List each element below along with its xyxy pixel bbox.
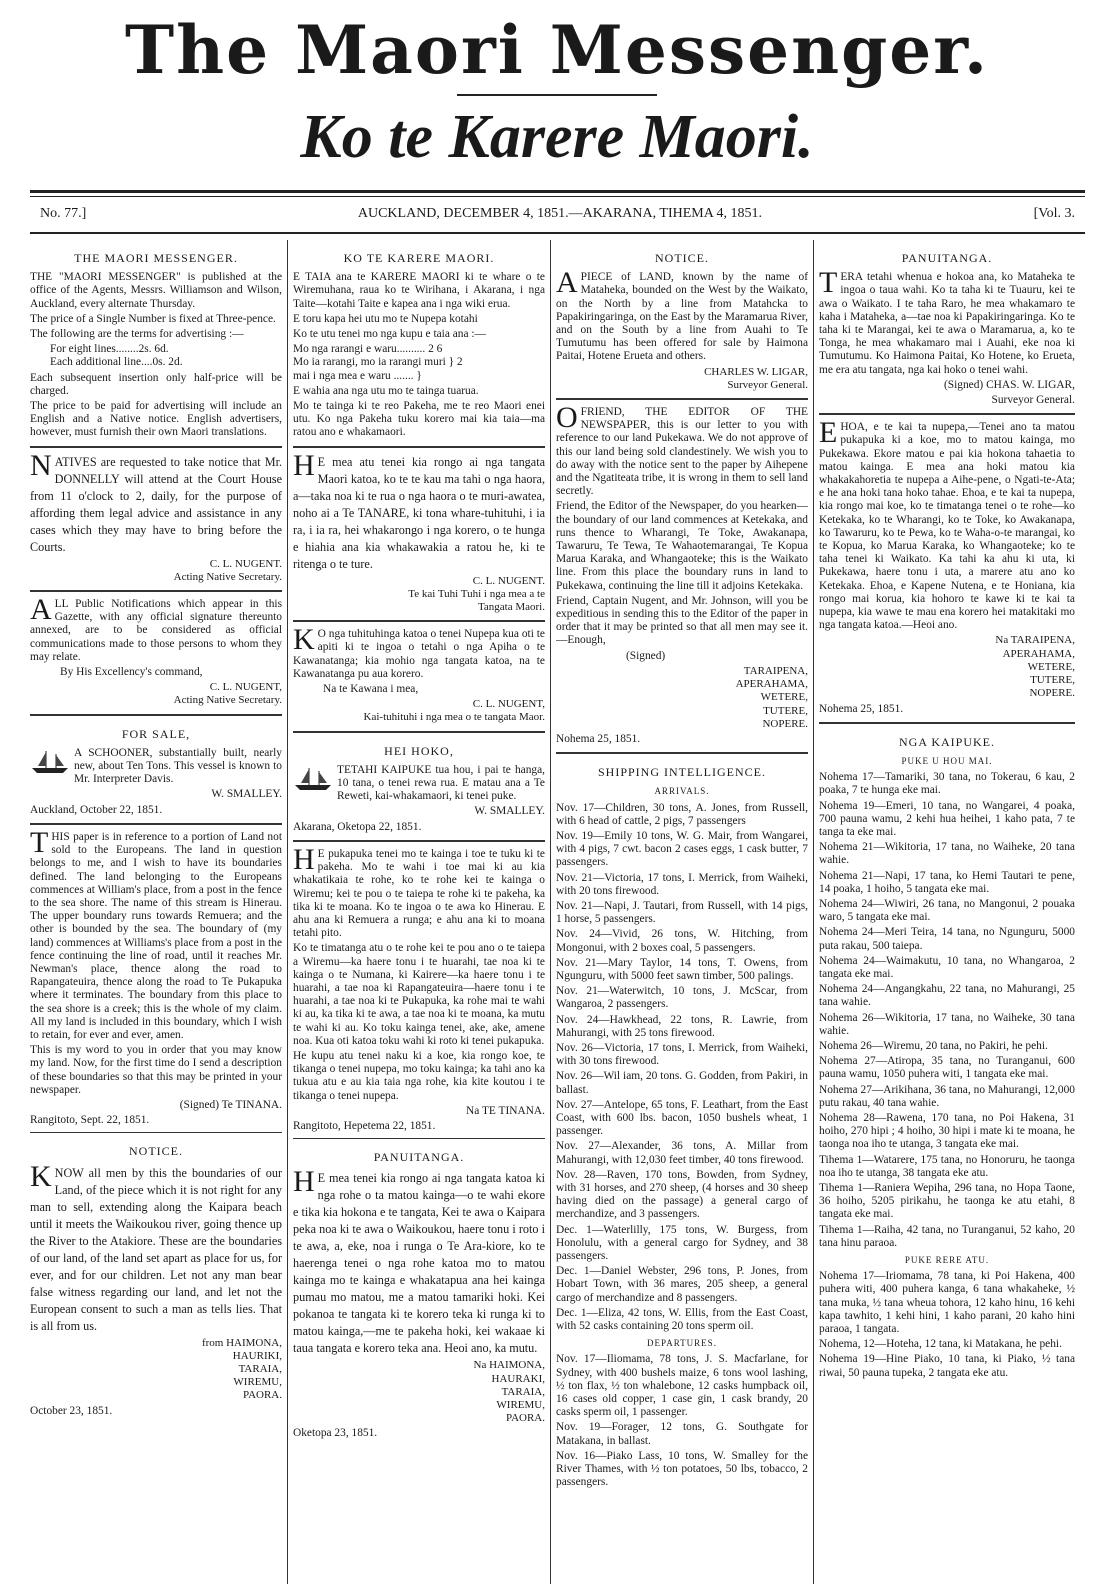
divider xyxy=(30,190,1085,193)
list-item: Dec. 1—Waterlilly, 175 tons, W. Burgess, from Honolulu, with a general cargo for Sydney, and 38 passengers. xyxy=(556,1223,808,1263)
list-item: Tihema 1—Watarere, 175 tana, no Honoruru, he taonga noa iho te utanga, 38 tangata eke atu. xyxy=(819,1153,1075,1179)
section-heading: HEI HOKO, xyxy=(384,743,454,758)
section-heading: NOTICE. xyxy=(655,251,709,265)
list-item: Tihema 1—Raiha, 42 tana, no Turanganui, 52 kaho, 20 tana hinu paraoa. xyxy=(819,1223,1075,1249)
section-heading: NOTICE. xyxy=(129,1144,183,1159)
departures-list xyxy=(556,1353,808,1489)
list-item: Nov. 26—Wil iam, 20 tons. G. Godden, from Pakiri, in ballast. xyxy=(556,1070,808,1096)
paragraph: The following are the terms for advertising :— xyxy=(30,328,244,341)
paragraph: E toru kapa hei utu mo te Nupepa kotahi xyxy=(293,312,478,325)
list-item: Nohema 21—Wikitoria, 17 tana, no Waiheke, 20 tana wahie. xyxy=(819,841,1075,867)
divider xyxy=(30,714,282,716)
paragraph: Mo te tainga ki te reo Pakeha, me te reo Maori enei utu. Ko nga Pakeha tuku korero mai kia taia—ma ratou ano e whakamaori. xyxy=(293,400,545,439)
subheading: DEPARTURES. xyxy=(647,1338,717,1349)
divider xyxy=(293,446,545,448)
paragraph: E wahia ana nga utu mo te tainga tuarua. xyxy=(293,384,479,397)
divider xyxy=(30,196,1085,197)
list-item: Nov. 21—Napi, J. Tautari, from Russell, with 14 pigs, 1 horse, 5 passengers. xyxy=(556,899,808,926)
paragraph: APIECE of LAND, known by the name of Mataheka, bounded on the West by the Waikato, on the North by a line from Matahcka to Papakiringaringa, on the East by the Maramarua River, and on the South by a line from Auahi to Te Tumutumu has been offered for sale by Haimona Paitai, Hotene Erueta and others. xyxy=(556,266,808,363)
section-heading: KO TE KARERE MAORI. xyxy=(343,251,495,265)
divider xyxy=(30,446,282,448)
column-4 xyxy=(819,240,1075,1584)
divider xyxy=(30,590,282,592)
masthead xyxy=(0,10,1114,172)
subheading: PUKE RERE ATU. xyxy=(904,1255,990,1266)
divider xyxy=(556,752,808,754)
list-item: Dec. 1—Eliza, 42 tons, W. Ellis, from the East Coast, with 52 casks containing 20 tons sperm oil. xyxy=(556,1306,808,1333)
paragraph: KNOW all men by this the boundaries of our Land, of the piece which it is not right for any man to sell, extending along the Kaipara beach until it meets the Waikoukou river, going thence up the River to the Atakiore. These are the boundaries of our land, of the land set apart as place for us, for ever, and for our children. Let not any man bear false witness regarding our land, and let not the European consent to such a man as tells lies. That is all from us. xyxy=(30,1159,282,1333)
signed-label: (Signed) CHAS. W. LIGAR, xyxy=(944,378,1075,391)
notice-natives: NATIVES are requested to take notice that Mr. DONNELLY will attend at the Court House from 11 o'clock to 2, daily, for the purpose of affording them legal advice and assistance in any cases which they may have to bring before the Courts. xyxy=(30,448,282,554)
paragraph: Friend, Captain Nugent, and Mr. Johnson, will you be expeditious in sending this to the Editor of the paper in order that it may be printed so that all men may see it.—Enough, xyxy=(556,594,808,647)
signature: Na TE TINANA. xyxy=(466,1104,545,1117)
list-item: Nov. 17—Children, 30 tons, A. Jones, from Russell, with 6 head of cattle, 2 pigs, 7 passengers xyxy=(556,801,808,827)
divider xyxy=(556,398,808,400)
list-item: Nohema 24—Meri Teira, 14 tana, no Ngunguru, 5000 puta rakau, 500 taiepa. xyxy=(819,926,1075,952)
signature: Na TARAIPENA, APERAHAMA, WETERE, TUTERE, NOPERE. xyxy=(995,634,1075,700)
signature: (Signed) Te TINANA. xyxy=(179,1098,282,1111)
dateline xyxy=(40,206,1075,222)
column-divider xyxy=(550,240,551,1584)
column-2 xyxy=(293,240,545,1584)
byline: Na te Kawana i mea, xyxy=(323,683,419,696)
list-item: Dec. 1—Daniel Webster, 296 tons, P. Jones, from Hobart Town, with 36 mares, 205 sheep, a general cargo of merchandize and 8 passengers. xyxy=(556,1265,808,1304)
list-item: Nov. 17—Iliomama, 78 tons, J. S. Macfarlane, for Sydney, with 400 bushels maize, 6 tons wool lashing, ½ ton flax, ½ ton whalebone, 12 casks humpback oil, 16 cases old copper, 1 case gin, 1 cask brandy, 20 casks sperm oil, 1 passenger. xyxy=(556,1353,808,1419)
list-item: Nov. 21—Victoria, 17 tons, I. Merrick, from Waiheki, with 20 tons firewood. xyxy=(556,871,808,897)
list-item: Nohema 24—Wiwiri, 26 tana, no Mangonui, 2 pouaka waro, 5 tangata eke mai. xyxy=(819,897,1075,924)
byline: By His Excellency's command, xyxy=(60,666,203,679)
list-item: Nohema 17—Iriomama, 78 tana, ki Poi Hakena, 400 puhera witi, 400 puhera kanga, 6 tana whakaheke, ½ tana muka, ½ tana wheua tohora, 12 kaho hinu, 16 kehi kapa tawhito, 1 kehi hini, 1 kaho parani, 20 kaho hini paraoa, 1 tangata. xyxy=(819,1270,1075,1336)
signature: C. L. NUGENT. Acting Native Secretary. xyxy=(173,557,282,583)
departures-list-maori xyxy=(819,1270,1075,1380)
list-item: Nohema 26—Wiremu, 20 tana, no Pakiri, he pehi. xyxy=(819,1039,1048,1052)
ship-icon xyxy=(30,749,70,775)
dateline-text: Nohema 25, 1851. xyxy=(819,702,904,715)
advert-text: A SCHOONER, substantially built, nearly new, about Ten Tons. This vessel is known to Mr. Interpreter Davis. xyxy=(74,746,282,786)
list-item: Nohema 17—Tamariki, 30 tana, no Tokerau, 6 kau, 2 poaka, 7 te hunga eke mai. xyxy=(819,771,1075,797)
list-item: Nohema, 12—Hoteha, 12 tana, ki Matakana, he pehi. xyxy=(819,1338,1062,1351)
list-item: Nohema 27—Arikihana, 36 tana, no Mahurangi, 12,000 putu rakau, 40 tana wahie. xyxy=(819,1083,1075,1109)
dateline-text: Oketopa 23, 1851. xyxy=(293,1427,378,1440)
list-item: Nohema 28—Rawena, 170 tana, no Poi Hakena, 31 hoiho, 270 hipi ; 4 hoiho, 30 hipi i mate ki te moana, he taonga noa iho te utanga, 3 tangata eke mai. xyxy=(819,1111,1075,1151)
list-item: Nov. 21—Waterwitch, 10 tons, J. McScar, from Wangaroa, 2 passengers. xyxy=(556,985,808,1011)
signature: W. SMALLEY. xyxy=(474,805,545,818)
issue-number: No. 77.] xyxy=(40,206,87,221)
section-heading: PANUITANGA. xyxy=(901,251,993,265)
dateline-text: Rangitoto, Sept. 22, 1851. xyxy=(30,1114,150,1127)
column-3 xyxy=(556,240,808,1584)
dateline-text: Nohema 25, 1851. xyxy=(556,732,641,745)
paragraph: KO nga tuhituhinga katoa o tenei Nupepa kua oti te apiti ki te ingoa o tetahi o nga Apiha o te Kawanatanga; kia mohio nga tangata katoa, na te Kawanatanga pu aua korero. xyxy=(293,623,545,680)
signature: C. L. NUGENT. Te kai Tuhi Tuhi i nga mea a te Tangata Maori. xyxy=(408,574,545,614)
issue-date: AUCKLAND, DECEMBER 4, 1851.—AKARANA, TIHEMA 4, 1851. xyxy=(357,206,763,221)
signature: CHARLES W. LIGAR, Surveyor General. xyxy=(704,365,808,391)
list-item: Nohema 24—Angangkahu, 22 tana, no Mahurangi, 25 tana wahie. xyxy=(819,983,1075,1009)
masthead-subtitle: Ko te Karere Maori. xyxy=(300,103,814,171)
paragraph: OFRIEND, THE EDITOR OF THE NEWSPAPER, this is our letter to you with reference to our land Pukekawa. We do not approve of this our land being sold clandestinely. We wish you to do away with the notice sent to the paper by Aihepene and the Ngatiteata tribe, it is wrong in them to sell land secretly. xyxy=(556,401,808,498)
section-heading: FOR SALE, xyxy=(121,726,191,741)
signature: Na HAIMONA, HAURAKI, TARAIA, WIREMU, PAORA. xyxy=(473,1359,545,1425)
paragraph: The price of a Single Number is fixed at Three-pence. xyxy=(30,312,276,325)
signature: W. SMALLEY. xyxy=(211,788,282,801)
list-item: Nov. 28—Raven, 170 tons, Bowden, from Sydney, with 31 horses, and 270 sheep, (4 horses and 30 sheep having died on the passage) a general cargo of merchandize, and 3 passengers. xyxy=(556,1168,808,1221)
paragraph: TERA tetahi whenua e hokoa ana, ko Mataheka te ingoa o taua wahi. Ko ta taha ki te Tuauru, kei te awa o Waikato. I te taha Raro, he mea whakamaro te kaha i Mataheka, a—tae noa ki Papakiringaringa. Ko te taha ki te Marangai, kei te awa o Maramarua, a, ko te Tonga, he mea whakamaro mai i Auahi, eke noa ki Tumutumu. Ko Haimona Paitai, Ko Hotene, ko Erueta, me era atu tangata, nga kai hoko o tenei wahi. xyxy=(819,266,1075,376)
divider xyxy=(30,823,282,825)
paragraph: Ko te utu tenei mo nga kupu e taia ana :— xyxy=(293,328,486,341)
divider xyxy=(819,722,1075,724)
paragraph: HE mea tenei kia rongo ai nga tangata katoa ki nga rohe o ta matou kainga—o te wahi ekore e tika kia hokona e te tangata, Kei te awa o Kaipara peka noa ki te awa o Waikoukou, haere tonu i roto i te awa, a, eke, noa i runga o Te Ara-kiore, ko te haerenga tenei o nga rohe katoa mo to matou kainga mo te kainga e whakatapua ana hei kainga pumau mo matou, me a matou tamariki hoki. Kei pokanoa te tangata ki te korero teka ki runga ki to matou kainga,—me te pakeha hoki, kei wakaae ki taua tangata e korero teka ana. Heoi ano, ka mutu. xyxy=(293,1165,545,1356)
column-divider xyxy=(287,240,288,1584)
dateline-text: Akarana, Oketopa 22, 1851. xyxy=(293,820,422,833)
advert-text: TETAHI KAIPUKE tua hou, i pai te hanga, 10 tana, o tenei rewa rua. E matau ana a Te Reweti, kai-whakamaori, ki tenei puke. xyxy=(337,763,545,803)
divider xyxy=(293,731,545,733)
paragraph: Ko te timatanga atu o te rohe kei te pou ano o te taiepa a Wiremu—ka haere tonu i te huarahi, tae noa ki te kainga o te Numana, ki Kairere—ka haere tonu i te huarahi, a tae noa ki Rapangateuira—haere tonu i te huarahi, a tae noa ki te Pukapuka, ka rohe mai te wahi ki au, ka tika ki te awa, a tae noa ki te moana, ka mutu te wahi ki au. Ko toku kainga tenei, ake, ake, amene noa. Kua oti katoa toku wahi ki roto ki tenei pukapuka. xyxy=(293,942,545,1047)
signature: TARAIPENA, APERAHAMA, WETERE, TUTERE, NOPERE. xyxy=(735,664,808,730)
list-item: Nohema 26—Wikitoria, 17 tana, no Waiheke, 30 tana wahie. xyxy=(819,1011,1075,1037)
ship-icon xyxy=(293,766,333,792)
paragraph: HE pukapuka tenei mo te kainga i toe te tuku ki te pakeha. Mo te wahi i toe mai ki au kia whakatikaia te rohe, ko te rohe kei te kainga o Wiremu; kei te pou o te taiepa te rohe ki te pakeha, ka tika ki te moana. Ko te ingoa o te awa ko Hinerau. E ahu ana ki Remuera a runga; e ahu ana ki to moana tetahi pito. xyxy=(293,842,545,940)
dateline-text: October 23, 1851. xyxy=(30,1404,113,1417)
paragraph: The price to be paid for advertising will include an English and a Native notice. English advertisers, however, must furnish their own Maori translations. xyxy=(30,400,282,439)
divider xyxy=(293,1138,545,1139)
paragraph: He kupu atu tenei naku ki a koe, kia rongo koe, te tikanga o tenei nupepa, mo toku kainga; ka tahi ano ka tukua atu e au kia taia nga rohe, kia kite koutou i te tikanga o tenei nupepa. xyxy=(293,1049,545,1102)
signed-label: (Signed) xyxy=(626,649,666,662)
signature: from HAIMONA, HAURIKI, TARAIA, WIREMU, PAORA. xyxy=(201,1336,282,1402)
column-divider xyxy=(813,240,814,1584)
divider xyxy=(30,1132,282,1133)
notice-public: ALL Public Notifications which appear in this Gazette, with any official signature thereunto annexed, are to be considered as official communications made to those persons to whom they may relate. xyxy=(30,593,282,663)
signature: C. L. NUGENT, Acting Native Secretary. xyxy=(173,681,282,707)
subheading: ARRIVALS. xyxy=(654,786,710,797)
masthead-title: The Maori Messenger. xyxy=(125,11,989,89)
section-heading: PANUITANGA. xyxy=(373,1150,465,1165)
paragraph: EHOA, e te kai ta nupepa,—Tenei ano ta matou pukapuka ki a koe, mo to matou kainga, mo Pukekawa. Ekore matou e pai kia hokona tahaetia to matou kainga. E mea ana hoki matou kia whakakahoretia te nupepa a Aihe-pene, o Ngati-te-Ata; e he ana hoki tana hoko tahae. Ehoa, e te kai ta nupepa, kia rongo mai koe, ko te timatanga tenei o te rohe—ko Ketekaka, ko te Wharangi, ko te Toke, ko Awakanapa, ko Tawaruru, ko te Pewa, ko te Waha-o-te marangai, ko te Kopua, ko Marua Karaka, ko Whangaoteke; ko te taha tenei ki Waikato. Ka tahi ka ahu ki uta, ki Pukekawa, haere tonu i uta, a marere atu ano ko Ketekaka. Ehoa, e Kapene Nutena, e te Honiana, kia rongo mai korua, kia hohoro te kawe ki te kai ta nupepa, kia wawe te mau ena korero hei matakitaki mo nga tangata katoa.—Heoi ano. xyxy=(819,416,1075,632)
paragraph: THE "MAORI MESSENGER" is published at the office of the Agents, Messrs. Williamson and Wilson, Auckland, every alternate Thursday. xyxy=(30,271,282,310)
list-item: Nov. 19—Forager, 12 tons, G. Southgate for Matakana, in ballast. xyxy=(556,1421,808,1447)
list-item: Nohema 21—Napi, 17 tana, ko Hemi Tautari te pene, 14 poaka, 1 hoiho, 5 tangata eke mai. xyxy=(819,869,1075,895)
volume-number: [Vol. 3. xyxy=(1033,206,1075,221)
list-item: Nov. 19—Emily 10 tons, W. G. Mair, from Wangarei, with 4 pigs, 7 cwt. bacon 2 cases eggs, 1 cask butter, 7 passengers. xyxy=(556,829,808,869)
paragraph: Friend, the Editor of the Newspaper, do you hearken—the boundary of our land commences at Ketekaka, and runs thence to Wharangi, Te Toke, Awakanapa, Tawaruru, Te Tewa, Te Wahaotemarangai, Te Kopua Marua Karaka, and Whangaoteke; this is the Waikato line. From this place the boundary runs in land to Pukekawa, continuing the line till it adjoins Ketekaka. xyxy=(556,500,808,592)
section-heading: THE MAORI MESSENGER. xyxy=(74,251,238,265)
dateline-text: Auckland, October 22, 1851. xyxy=(30,803,163,816)
paragraph: HE mea atu tenei kia rongo ai nga tangata Maori katoa, ko te te kau ma tahi o nga haora, a—taka noa ki te rua o nga haora o te muri-awatea, noho ai a Te TANARE, ki tona whare-tuhituhi, i ia ra, i ia ra, hei whakarongo i nga korero, o te hunga e hiahia ana kia whakawakia a ratou he, ki te ritenga o te ture. xyxy=(293,448,545,571)
dateline-text: Rangitoto, Hepetema 22, 1851. xyxy=(293,1119,436,1132)
section-heading: SHIPPING INTELLIGENCE. xyxy=(598,765,766,780)
signature: Surveyor General. xyxy=(991,394,1075,407)
list-item: Nov. 24—Hawkhead, 22 tons, R. Lawrie, from Mahurangi, with 25 tons firewood. xyxy=(556,1013,808,1039)
list-item: Nov. 21—Mary Taylor, 14 tons, T. Owens, from Ngunguru, with 5000 feet sawn timber, 500 palings. xyxy=(556,956,808,982)
arrivals-list xyxy=(556,802,808,1334)
paragraph: E TAIA ana te KARERE MAORI ki te whare o te Wiremuhana, raua ko te Wirihana, i Akarana, i nga Taite—kotahi Taite e kapea ana i nga wiki erua. xyxy=(293,271,545,310)
list-item: Tihema 1—Raniera Wepiha, 296 tana, no Hopa Taone, 36 hoiho, 5205 pirikahu, he taonga ke atu etahi, 8 tangata eke mai. xyxy=(819,1182,1075,1221)
paragraph: This is my word to you in order that you may know my land. Now, for the first time do I send a description of these boundaries so that this may be printed in your newspaper. xyxy=(30,1044,282,1096)
list-item: Nohema 19—Emeri, 10 tana, no Wangarei, 4 poaka, 700 pauna wamu, 2 kehi hua heihei, 1 kaho pata, 7 te tanga ta eke mai. xyxy=(819,799,1075,838)
subheading: PUKE U HOU MAI. xyxy=(901,755,993,766)
section-heading: NGA KAIPUKE. xyxy=(899,734,995,749)
divider xyxy=(30,232,1085,234)
list-item: Nov. 27—Antelope, 65 tons, F. Leathart, from the East Coast, with 600 lbs. bacon, 1050 bushels wheat, 1 passenger. xyxy=(556,1098,808,1138)
list-item: Nohema 19—Hine Piako, 10 tana, ki Piako, ½ tana riwai, 50 pauna tupeka, 2 tangata eke atu. xyxy=(819,1353,1075,1379)
list-item: Nov. 26—Victoria, 17 tons, I. Merrick, from Waiheki, with 30 tons firewood. xyxy=(556,1041,808,1068)
list-item: Nohema 27—Atiropa, 35 tana, no Turanganui, 600 pauna wamu, 1050 puhera witi, 1 tangata eke mai. xyxy=(819,1055,1075,1081)
arrivals-list-maori xyxy=(819,771,1075,1250)
list-item: Nov. 16—Piako Lass, 10 tons, W. Smalley for the River Thames, with ½ ton potatoes, 50 lbs, tobacco, 2 passengers. xyxy=(556,1449,808,1489)
rates: Mo nga rarangi e waru.......... 2 6 Mo ia rarangi, mo ia rarangi muri } 2 mai i nga mea e waru ....... } xyxy=(293,343,463,382)
rates: For eight lines........2s. 6d. Each additional line....0s. 2d. xyxy=(50,343,183,369)
list-item: Nov. 24—Vivid, 26 tons, W. Hitching, from Mongonui, with 2 boxes coal, 5 passengers. xyxy=(556,928,808,954)
divider xyxy=(293,620,545,622)
divider xyxy=(293,840,545,842)
paragraph: Each subsequent insertion only half-price will be charged. xyxy=(30,371,282,397)
paragraph: THIS paper is in reference to a portion of Land not sold to the Europeans. The land in question belongs to me, and I wish to have its boundaries defined. The land belonging to the Europeans commences at William's place, from a post in the fence to the sea shore. The name of this stream is Hinerau. The upper boundary runs towards Remuera; and the other is bounded by the sea. The boundary of (my land) commences at Williams's place from a post in the fence continuing the line of road, until it reaches Mr. Newman's place, thence along the road to Rapangateuira, thence along the road to Te Pukapuka where it terminates. The boundary from this place to the sea shore is a creek; this is the whole of my claim. All my land is included in this boundary, which I wish to retain, for ever and ever, amen. xyxy=(30,825,282,1041)
divider xyxy=(819,413,1075,415)
list-item: Nohema 24—Waimakutu, 10 tana, no Whangaroa, 2 tangata eke mai. xyxy=(819,954,1075,980)
list-item: Nov. 27—Alexander, 36 tons, A. Millar from Mahurangi, with 12,030 feet timber, 40 tons firewood. xyxy=(556,1140,808,1166)
column-1 xyxy=(30,240,282,1584)
signature: C. L. NUGENT, Kai-tuhituhi i nga mea o te tangata Maor. xyxy=(363,698,545,724)
masthead-rule xyxy=(457,94,657,96)
